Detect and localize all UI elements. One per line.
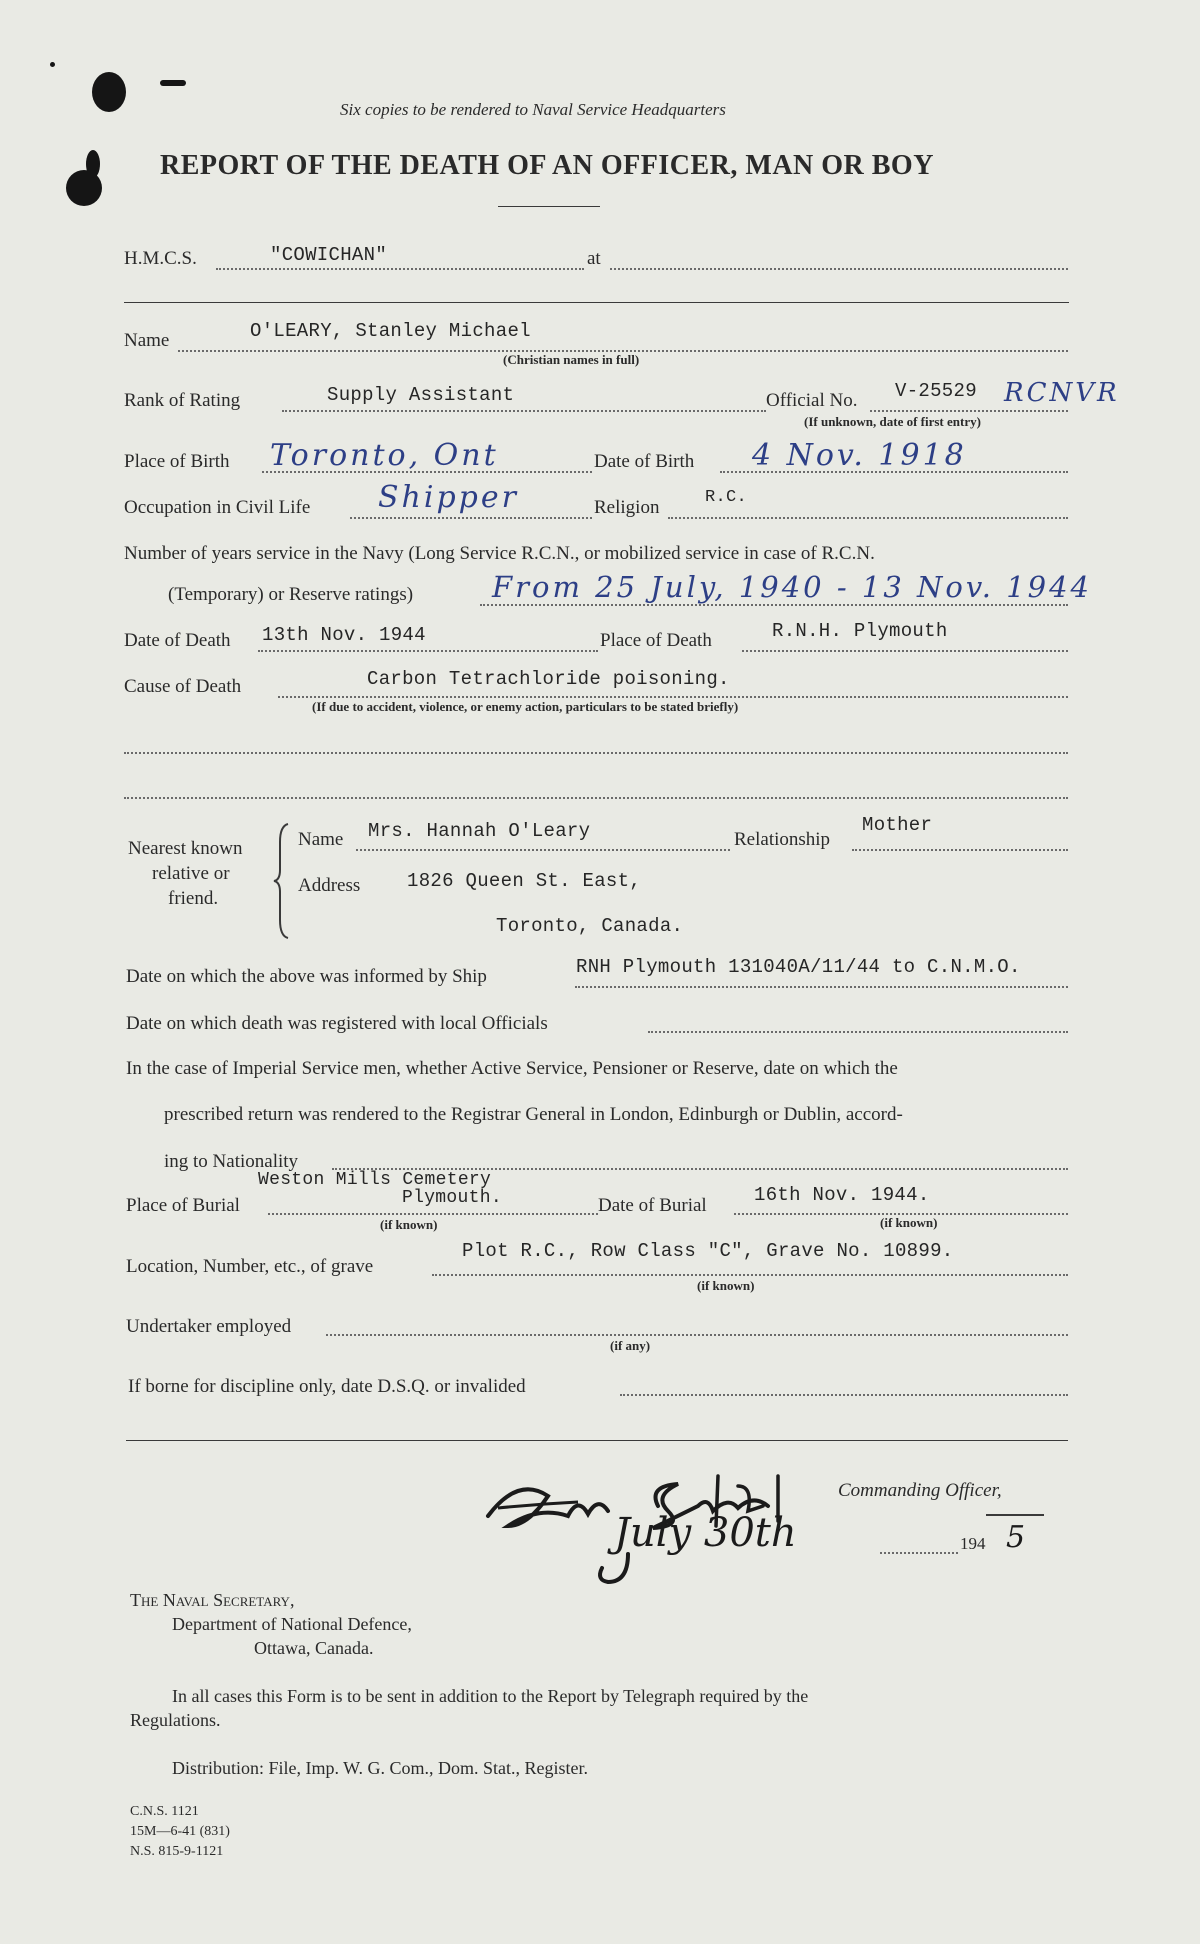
cause-dots — [278, 696, 1068, 698]
ship-dots — [216, 268, 584, 270]
relative-address-line-2: Toronto, Canada. — [496, 915, 684, 937]
death-date-value: 13th Nov. 1944 — [262, 624, 426, 646]
cause-value: Carbon Tetrachloride poisoning. — [367, 668, 730, 690]
imperial-line-1: In the case of Imperial Service men, whether Active Service, Pensioner or Reserve, date on which the — [126, 1058, 898, 1079]
birth-place-value: Toronto, Ont — [270, 438, 499, 473]
discipline-rule — [126, 1440, 1068, 1441]
relative-address-label: Address — [298, 875, 361, 896]
page-title: REPORT OF THE DEATH OF AN OFFICER, MAN OR BOY — [160, 150, 934, 181]
cause-note: (If due to accident, violence, or enemy action, particulars to be stated briefly) — [312, 699, 739, 714]
cause-label: Cause of Death — [124, 676, 242, 697]
grave-dots — [432, 1274, 1068, 1276]
relative-name-label: Name — [298, 829, 344, 850]
signature-year-underline — [986, 1514, 1044, 1516]
informed-dots — [575, 986, 1068, 988]
informed-label: Date on which the above was informed by Ship — [126, 966, 487, 987]
burial-date-note: (if known) — [880, 1215, 938, 1230]
burial-place-note: (if known) — [380, 1217, 438, 1232]
death-date-dots — [258, 650, 598, 652]
ink-blot — [160, 80, 186, 86]
footer-code-1: C.N.S. 1121 — [130, 1804, 199, 1819]
footer-code-2: 15M—6-41 (831) — [130, 1824, 230, 1839]
ink-blot — [50, 62, 55, 67]
relative-group-label: relative or — [152, 863, 230, 884]
signature-year: 5 — [1006, 1520, 1026, 1555]
occupation-value: Shipper — [378, 480, 519, 515]
name-note: (Christian names in full) — [503, 352, 640, 367]
birth-date-value: 4 Nov. 1918 — [752, 438, 967, 473]
religion-dots — [668, 517, 1068, 519]
signature-year-prefix: 194 — [960, 1534, 986, 1553]
relative-group-label: friend. — [168, 888, 219, 909]
signature-title: Commanding Officer, — [838, 1480, 1002, 1501]
ship-label: H.M.C.S. — [124, 248, 197, 269]
official-label: Official No. — [766, 390, 858, 411]
relationship-value: Mother — [862, 814, 933, 836]
occupation-dots — [350, 517, 592, 519]
informed-value: RNH Plymouth 131040A/11/44 to C.N.M.O. — [576, 956, 1021, 978]
footer-code-3: N.S. 815-9-1121 — [130, 1844, 224, 1859]
footer-instruction: In all cases this Form is to be sent in addition to the Report by Telegraph required by the — [172, 1686, 809, 1706]
grave-value: Plot R.C., Row Class "C", Grave No. 10899. — [462, 1240, 954, 1262]
naval-secretary-line: The Naval Secretary, — [130, 1590, 295, 1610]
rank-value: Supply Assistant — [327, 384, 515, 406]
ottawa-line: Ottawa, Canada. — [254, 1638, 374, 1658]
rank-label: Rank of Rating — [124, 390, 241, 411]
name-label: Name — [124, 330, 170, 351]
burial-date-value: 16th Nov. 1944. — [754, 1184, 930, 1206]
death-place-dots — [742, 650, 1068, 652]
relative-group-label: Nearest known — [128, 838, 243, 859]
undertaker-dots — [326, 1334, 1068, 1336]
registered-dots — [648, 1031, 1068, 1033]
birth-place-label: Place of Birth — [124, 451, 230, 472]
grave-note: (if known) — [697, 1278, 755, 1293]
relative-name-dots — [356, 849, 730, 851]
signature-date-dots — [880, 1552, 958, 1554]
registered-label: Date on which death was registered with local Officials — [126, 1013, 548, 1034]
footer-distribution: Distribution: File, Imp. W. G. Com., Dom. Stat., Register. — [172, 1758, 589, 1778]
occupation-label: Occupation in Civil Life — [124, 497, 311, 518]
burial-place-value-2: Plymouth. — [402, 1188, 502, 1208]
discipline-dots — [620, 1394, 1068, 1396]
name-value: O'LEARY, Stanley Michael — [250, 320, 531, 342]
copies-note: Six copies to be rendered to Naval Service Headquarters — [340, 100, 726, 119]
ship-rule — [124, 302, 1069, 303]
relative-brace — [272, 822, 292, 940]
ink-blot — [92, 72, 126, 112]
relationship-label: Relationship — [734, 829, 831, 850]
death-place-label: Place of Death — [600, 630, 712, 651]
relationship-dots — [852, 849, 1068, 851]
title-underline — [498, 206, 600, 207]
service-value: From 25 July, 1940 - 13 Nov. 1944 — [492, 570, 1093, 604]
imperial-line-2: prescribed return was rendered to the Registrar General in London, Edinburgh or Dublin, accord- — [164, 1104, 903, 1125]
undertaker-label: Undertaker employed — [126, 1316, 292, 1337]
service-dots — [480, 604, 1068, 606]
ship-at-label: at — [587, 248, 601, 269]
relative-address-line-1: 1826 Queen St. East, — [407, 870, 642, 892]
religion-label: Religion — [594, 497, 660, 518]
undertaker-note: (if any) — [610, 1338, 651, 1353]
official-hand: RCNVR — [1004, 378, 1120, 408]
official-note: (If unknown, date of first entry) — [804, 414, 981, 429]
service-line-2: (Temporary) or Reserve ratings) — [168, 584, 414, 605]
official-value: V-25529 — [895, 380, 977, 402]
birth-date-label: Date of Birth — [594, 451, 695, 472]
burial-place-dots — [268, 1213, 598, 1215]
cause-dots-3 — [124, 797, 1068, 799]
discipline-label: If borne for discipline only, date D.S.Q. or invalided — [128, 1376, 526, 1397]
ship-value: "COWICHAN" — [270, 244, 388, 266]
burial-place-value-1: Weston Mills Cemetery — [258, 1170, 492, 1190]
grave-label: Location, Number, etc., of grave — [126, 1256, 374, 1277]
footer-instruction-2: Regulations. — [130, 1710, 221, 1730]
burial-date-label: Date of Burial — [598, 1195, 707, 1216]
ink-blot — [86, 150, 100, 178]
death-place-value: R.N.H. Plymouth — [772, 620, 948, 642]
religion-value: R.C. — [705, 488, 748, 507]
signature-date: July 30th — [614, 1510, 797, 1556]
rank-dots — [282, 410, 766, 412]
burial-place-label: Place of Burial — [126, 1195, 240, 1216]
cause-dots-2 — [124, 752, 1068, 754]
death-date-label: Date of Death — [124, 630, 231, 651]
service-line-1: Number of years service in the Navy (Long Service R.C.N., or mobilized service in case of R.C.N. — [124, 543, 875, 564]
department-line: Department of National Defence, — [172, 1614, 412, 1634]
ship-at-dots — [610, 268, 1068, 270]
relative-name-value: Mrs. Hannah O'Leary — [368, 820, 591, 842]
official-dots — [870, 410, 1068, 412]
imperial-line-3: ing to Nationality — [164, 1151, 299, 1172]
